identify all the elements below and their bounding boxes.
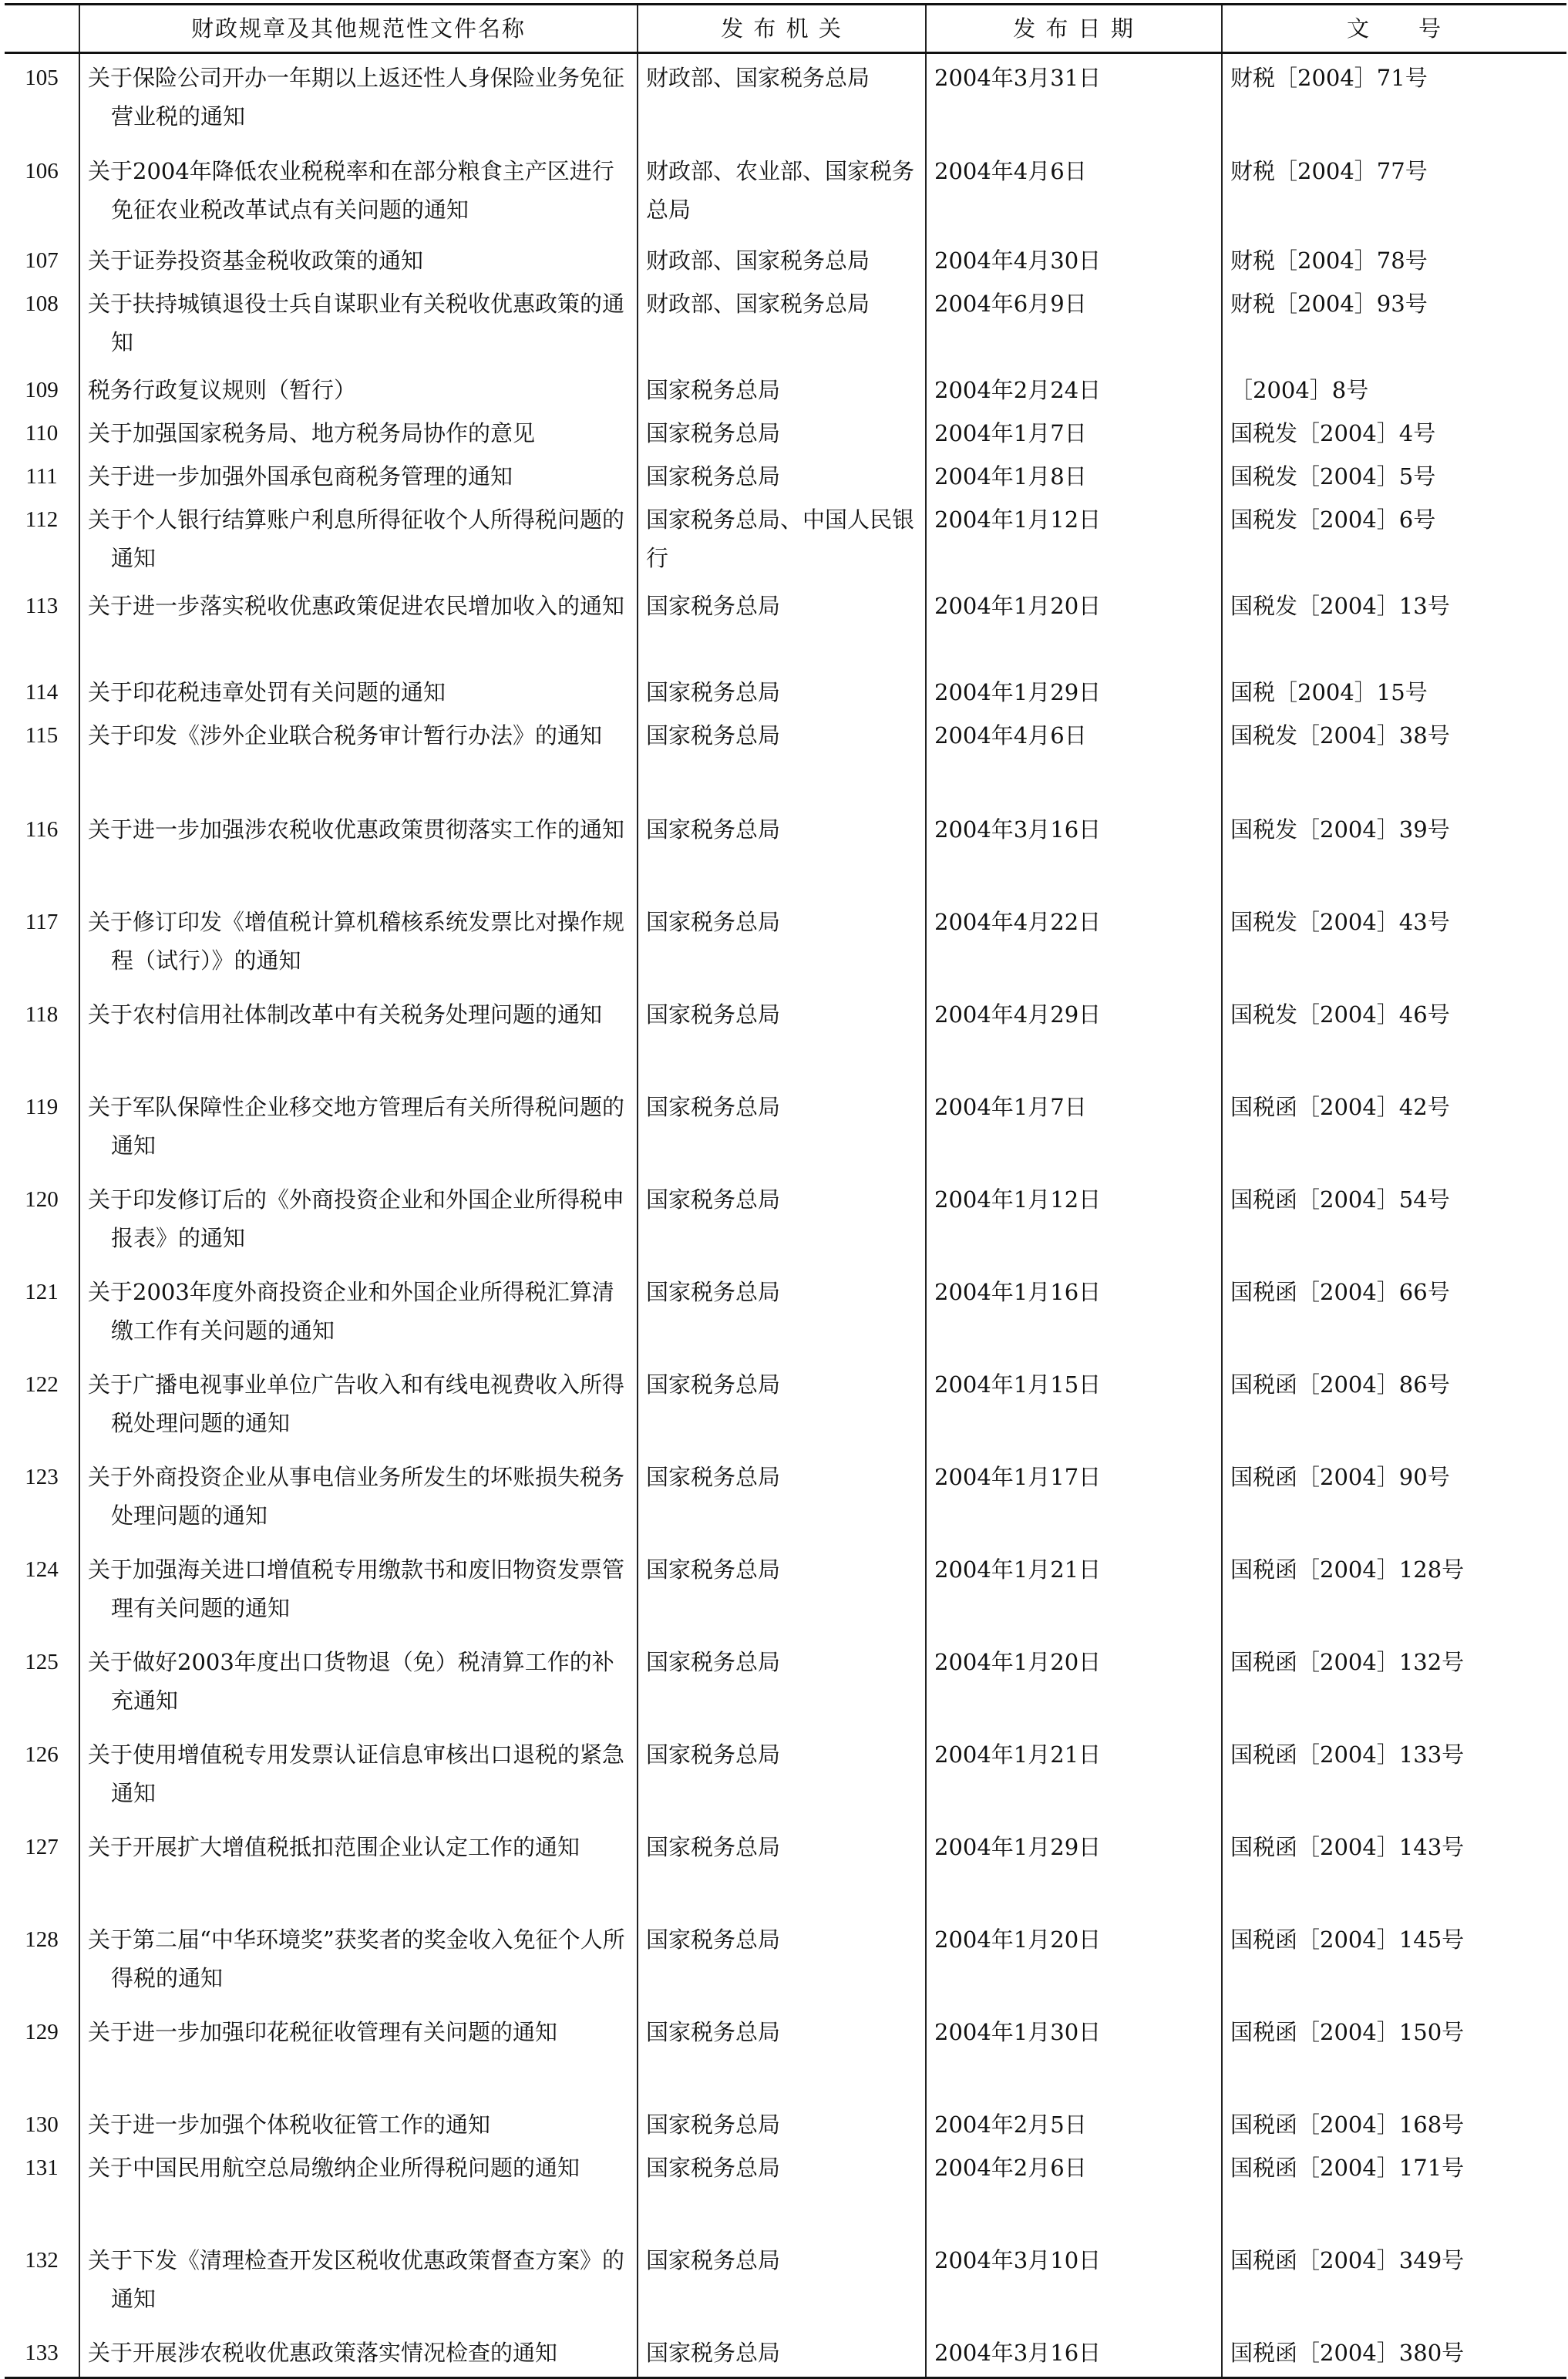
- issue-date: 2004年1月12日: [926, 1176, 1222, 1268]
- row-number: 115: [5, 712, 79, 806]
- issuing-authority: 国家税务总局: [638, 2236, 926, 2329]
- table-row: [5, 366, 1566, 409]
- issuing-authority: 国家税务总局、中国人民银行: [638, 496, 926, 582]
- document-title-text: 关于开展扩大增值税抵扣范围企业认定工作的通知: [88, 1833, 580, 1860]
- row-number: 127: [5, 1823, 79, 1916]
- table-row: [5, 712, 1566, 806]
- row-number: 113: [5, 582, 79, 668]
- header-no: [5, 5, 79, 53]
- document-title-text: 关于加强国家税务局、地方税务局协作的意见: [88, 419, 536, 446]
- issuing-authority: 国家税务总局: [638, 2008, 926, 2101]
- document-number: 国税函［2004］54号: [1222, 1176, 1566, 1268]
- issue-date: 2004年1月7日: [926, 1083, 1222, 1176]
- document-title-text: 关于广播电视事业单位广告收入和有线电视费收入所得税处理问题的通知: [88, 1371, 625, 1436]
- table-row: [5, 1546, 1566, 1638]
- issuing-authority: 国家税务总局: [638, 582, 926, 668]
- table-row: [5, 991, 1566, 1083]
- issue-date: 2004年6月9日: [926, 280, 1222, 366]
- row-number: 108: [5, 280, 79, 366]
- table-row: [5, 806, 1566, 898]
- document-title-text: 关于印花税违章处罚有关问题的通知: [88, 678, 446, 705]
- row-number: 132: [5, 2236, 79, 2329]
- table-row: [5, 1361, 1566, 1453]
- row-number: 124: [5, 1546, 79, 1638]
- row-number: 111: [5, 453, 79, 496]
- row-number: 122: [5, 1361, 79, 1453]
- table-row: [5, 1176, 1566, 1268]
- regulations-table: [5, 3, 1566, 2379]
- issuing-authority: 国家税务总局: [638, 2101, 926, 2144]
- document-number: 国税函［2004］380号: [1222, 2329, 1566, 2378]
- row-number: 106: [5, 147, 79, 237]
- document-title: [79, 582, 638, 668]
- document-title-text: 关于农村信用社体制改革中有关税务处理问题的通知: [88, 1001, 603, 1028]
- document-title-text: 关于中国民用航空总局缴纳企业所得税问题的通知: [88, 2154, 580, 2181]
- issue-date: 2004年3月10日: [926, 2236, 1222, 2329]
- document-title-text: 关于2003年度外商投资企业和外国企业所得税汇算清缴工作有关问题的通知: [88, 1278, 614, 1344]
- document-title: [79, 409, 638, 453]
- table-row: [5, 668, 1566, 712]
- issue-date: 2004年2月5日: [926, 2101, 1222, 2144]
- header-row: [5, 5, 1566, 53]
- issue-date: 2004年1月29日: [926, 1823, 1222, 1916]
- document-number: 国税发［2004］13号: [1222, 582, 1566, 668]
- table-row: [5, 582, 1566, 668]
- issue-date: 2004年1月21日: [926, 1546, 1222, 1638]
- document-number: 国税函［2004］143号: [1222, 1823, 1566, 1916]
- document-title: [79, 991, 638, 1083]
- issue-date: 2004年1月7日: [926, 409, 1222, 453]
- table-row: [5, 2144, 1566, 2236]
- document-number: 国税函［2004］128号: [1222, 1546, 1566, 1638]
- issue-date: 2004年4月30日: [926, 237, 1222, 280]
- issue-date: 2004年4月6日: [926, 712, 1222, 806]
- document-title: [79, 280, 638, 366]
- document-title-text: 关于证券投资基金税收政策的通知: [88, 247, 424, 274]
- row-number: 125: [5, 1638, 79, 1731]
- document-number: 国税发［2004］6号: [1222, 496, 1566, 582]
- header-title: 财政规章及其他规范性文件名称: [79, 5, 638, 53]
- issuing-authority: 国家税务总局: [638, 366, 926, 409]
- row-number: 116: [5, 806, 79, 898]
- issue-date: 2004年1月20日: [926, 582, 1222, 668]
- table-row: [5, 496, 1566, 582]
- row-number: 121: [5, 1268, 79, 1361]
- document-title: [79, 1916, 638, 2008]
- document-title: [79, 2008, 638, 2101]
- issuing-authority: 国家税务总局: [638, 1453, 926, 1546]
- document-number: ［2004］8号: [1222, 366, 1566, 409]
- document-title: [79, 1268, 638, 1361]
- issue-date: 2004年3月31日: [926, 53, 1222, 147]
- issue-date: 2004年4月22日: [926, 898, 1222, 991]
- issue-date: 2004年3月16日: [926, 806, 1222, 898]
- issue-date: 2004年1月12日: [926, 496, 1222, 582]
- document-title-text: 关于外商投资企业从事电信业务所发生的坏账损失税务处理问题的通知: [88, 1463, 625, 1529]
- issuing-authority: 国家税务总局: [638, 991, 926, 1083]
- document-title: [79, 53, 638, 147]
- issuing-authority: 国家税务总局: [638, 1638, 926, 1731]
- issue-date: 2004年3月16日: [926, 2329, 1222, 2378]
- table-row: [5, 409, 1566, 453]
- document-title-text: 关于进一步加强外国承包商税务管理的通知: [88, 463, 513, 490]
- table-row: [5, 53, 1566, 147]
- table-row: [5, 2008, 1566, 2101]
- document-title-text: 关于印发《涉外企业联合税务审计暂行办法》的通知: [88, 722, 603, 749]
- row-number: 131: [5, 2144, 79, 2236]
- issue-date: 2004年4月6日: [926, 147, 1222, 237]
- document-number: 国税［2004］15号: [1222, 668, 1566, 712]
- issuing-authority: 国家税务总局: [638, 1268, 926, 1361]
- issue-date: 2004年1月16日: [926, 1268, 1222, 1361]
- document-number: 国税函［2004］86号: [1222, 1361, 1566, 1453]
- issue-date: 2004年2月6日: [926, 2144, 1222, 2236]
- document-title: [79, 1361, 638, 1453]
- row-number: 128: [5, 1916, 79, 2008]
- document-title: [79, 1638, 638, 1731]
- document-number: 国税函［2004］132号: [1222, 1638, 1566, 1731]
- document-number: 国税发［2004］46号: [1222, 991, 1566, 1083]
- issuing-authority: 国家税务总局: [638, 1361, 926, 1453]
- row-number: 107: [5, 237, 79, 280]
- issuing-authority: 国家税务总局: [638, 806, 926, 898]
- document-title: [79, 1823, 638, 1916]
- row-number: 114: [5, 668, 79, 712]
- document-title-text: 关于下发《清理检查开发区税收优惠政策督查方案》的通知: [88, 2246, 625, 2312]
- document-number: 财税［2004］78号: [1222, 237, 1566, 280]
- document-title-text: 关于进一步加强涉农税收优惠政策贯彻落实工作的通知: [88, 816, 625, 843]
- issuing-authority: 国家税务总局: [638, 1176, 926, 1268]
- document-title: [79, 2144, 638, 2236]
- document-title: [79, 806, 638, 898]
- document-number: 国税函［2004］42号: [1222, 1083, 1566, 1176]
- issue-date: 2004年1月29日: [926, 668, 1222, 712]
- table-row: [5, 453, 1566, 496]
- table-row: [5, 237, 1566, 280]
- row-number: 130: [5, 2101, 79, 2144]
- document-number: 国税发［2004］5号: [1222, 453, 1566, 496]
- issuing-authority: 国家税务总局: [638, 1916, 926, 2008]
- document-title: [79, 2236, 638, 2329]
- table-row: [5, 2236, 1566, 2329]
- document-number: 国税发［2004］39号: [1222, 806, 1566, 898]
- issuing-authority: 国家税务总局: [638, 898, 926, 991]
- document-title-text: 关于进一步加强印花税征收管理有关问题的通知: [88, 2018, 558, 2045]
- document-title-text: 关于军队保障性企业移交地方管理后有关所得税问题的通知: [88, 1093, 625, 1159]
- issuing-authority: 国家税务总局: [638, 2144, 926, 2236]
- issuing-authority: 财政部、国家税务总局: [638, 280, 926, 366]
- table-row: [5, 898, 1566, 991]
- issue-date: 2004年1月21日: [926, 1731, 1222, 1823]
- issuing-authority: 财政部、国家税务总局: [638, 237, 926, 280]
- row-number: 119: [5, 1083, 79, 1176]
- document-title: [79, 2101, 638, 2144]
- document-number: 国税函［2004］133号: [1222, 1731, 1566, 1823]
- issuing-authority: 国家税务总局: [638, 453, 926, 496]
- issuing-authority: 国家税务总局: [638, 1731, 926, 1823]
- document-title-text: 关于加强海关进口增值税专用缴款书和废旧物资发票管理有关问题的通知: [88, 1556, 625, 1621]
- row-number: 117: [5, 898, 79, 991]
- table-row: [5, 1916, 1566, 2008]
- document-number: 国税函［2004］150号: [1222, 2008, 1566, 2101]
- document-number: 国税函［2004］66号: [1222, 1268, 1566, 1361]
- document-number: 国税函［2004］90号: [1222, 1453, 1566, 1546]
- table-row: [5, 2329, 1566, 2378]
- issue-date: 2004年1月20日: [926, 1916, 1222, 2008]
- document-number: 国税函［2004］145号: [1222, 1916, 1566, 2008]
- document-number: 财税［2004］71号: [1222, 53, 1566, 147]
- document-title: [79, 712, 638, 806]
- row-number: 126: [5, 1731, 79, 1823]
- document-title-text: 关于扶持城镇退役士兵自谋职业有关税收优惠政策的通知: [88, 290, 625, 355]
- table-row: [5, 1268, 1566, 1361]
- document-number: 财税［2004］77号: [1222, 147, 1566, 237]
- row-number: 112: [5, 496, 79, 582]
- issuing-authority: 国家税务总局: [638, 668, 926, 712]
- table-row: [5, 1731, 1566, 1823]
- document-title: [79, 453, 638, 496]
- document-title: [79, 1083, 638, 1176]
- issuing-authority: 国家税务总局: [638, 409, 926, 453]
- issue-date: 2004年1月8日: [926, 453, 1222, 496]
- row-number: 123: [5, 1453, 79, 1546]
- document-number: 国税发［2004］43号: [1222, 898, 1566, 991]
- row-number: 110: [5, 409, 79, 453]
- header-date: 发 布 日 期: [926, 5, 1222, 53]
- document-title-text: 关于第二届“中华环境奖”获奖者的奖金收入免征个人所得税的通知: [88, 1926, 625, 1991]
- issue-date: 2004年4月29日: [926, 991, 1222, 1083]
- document-number: 国税发［2004］4号: [1222, 409, 1566, 453]
- issue-date: 2004年1月20日: [926, 1638, 1222, 1731]
- document-number: 国税函［2004］349号: [1222, 2236, 1566, 2329]
- row-number: 120: [5, 1176, 79, 1268]
- document-title-text: 关于保险公司开办一年期以上返还性人身保险业务免征营业税的通知: [88, 65, 625, 130]
- document-title: [79, 2329, 638, 2378]
- document-title: [79, 1453, 638, 1546]
- document-title: [79, 147, 638, 237]
- document-number: 财税［2004］93号: [1222, 280, 1566, 366]
- document-number: 国税发［2004］38号: [1222, 712, 1566, 806]
- document-title-text: 关于进一步落实税收优惠政策促进农民增加收入的通知: [88, 592, 625, 619]
- issuing-authority: 国家税务总局: [638, 1823, 926, 1916]
- issuing-authority: 国家税务总局: [638, 1083, 926, 1176]
- table-row: [5, 147, 1566, 237]
- document-title-text: 关于进一步加强个体税收征管工作的通知: [88, 2111, 491, 2138]
- table-row: [5, 2101, 1566, 2144]
- issue-date: 2004年1月17日: [926, 1453, 1222, 1546]
- table-row: [5, 1823, 1566, 1916]
- document-title: [79, 1176, 638, 1268]
- document-title-text: 关于印发修订后的《外商投资企业和外国企业所得税申报表》的通知: [88, 1186, 625, 1251]
- issuing-authority: 财政部、农业部、国家税务总局: [638, 147, 926, 237]
- document-title-text: 关于开展涉农税收优惠政策落实情况检查的通知: [88, 2339, 558, 2366]
- table-row: [5, 1453, 1566, 1546]
- document-title: [79, 237, 638, 280]
- document-title-text: 关于修订印发《增值税计算机稽核系统发票比对操作规程（试行）》的通知: [88, 908, 625, 974]
- row-number: 133: [5, 2329, 79, 2378]
- table-row: [5, 1638, 1566, 1731]
- row-number: 129: [5, 2008, 79, 2101]
- row-number: 105: [5, 53, 79, 147]
- document-title: [79, 898, 638, 991]
- document-title: [79, 668, 638, 712]
- table-row: [5, 280, 1566, 366]
- document-title-text: 关于使用增值税专用发票认证信息审核出口退税的紧急通知: [88, 1741, 625, 1806]
- document-number: 国税函［2004］171号: [1222, 2144, 1566, 2236]
- document-title: [79, 366, 638, 409]
- header-doc-no: 文 号: [1222, 5, 1566, 53]
- issuing-authority: 财政部、国家税务总局: [638, 53, 926, 147]
- document-title-text: 关于个人银行结算账户利息所得征收个人所得税问题的通知: [88, 506, 625, 571]
- issuing-authority: 国家税务总局: [638, 2329, 926, 2378]
- issuing-authority: 国家税务总局: [638, 1546, 926, 1638]
- document-title: [79, 1546, 638, 1638]
- document-title-text: 关于2004年降低农业税税率和在部分粮食主产区进行免征农业税改革试点有关问题的通知: [88, 157, 614, 223]
- document-title: [79, 496, 638, 582]
- table-body: [5, 53, 1566, 2378]
- header-issuer: 发 布 机 关: [638, 5, 926, 53]
- issue-date: 2004年2月24日: [926, 366, 1222, 409]
- issue-date: 2004年1月15日: [926, 1361, 1222, 1453]
- table-row: [5, 1083, 1566, 1176]
- document-title-text: 关于做好2003年度出口货物退（免）税清算工作的补充通知: [88, 1648, 614, 1714]
- row-number: 109: [5, 366, 79, 409]
- document-title-text: 税务行政复议规则（暂行）: [88, 376, 357, 403]
- row-number: 118: [5, 991, 79, 1083]
- document-title: [79, 1731, 638, 1823]
- issuing-authority: 国家税务总局: [638, 712, 926, 806]
- issue-date: 2004年1月30日: [926, 2008, 1222, 2101]
- document-number: 国税函［2004］168号: [1222, 2101, 1566, 2144]
